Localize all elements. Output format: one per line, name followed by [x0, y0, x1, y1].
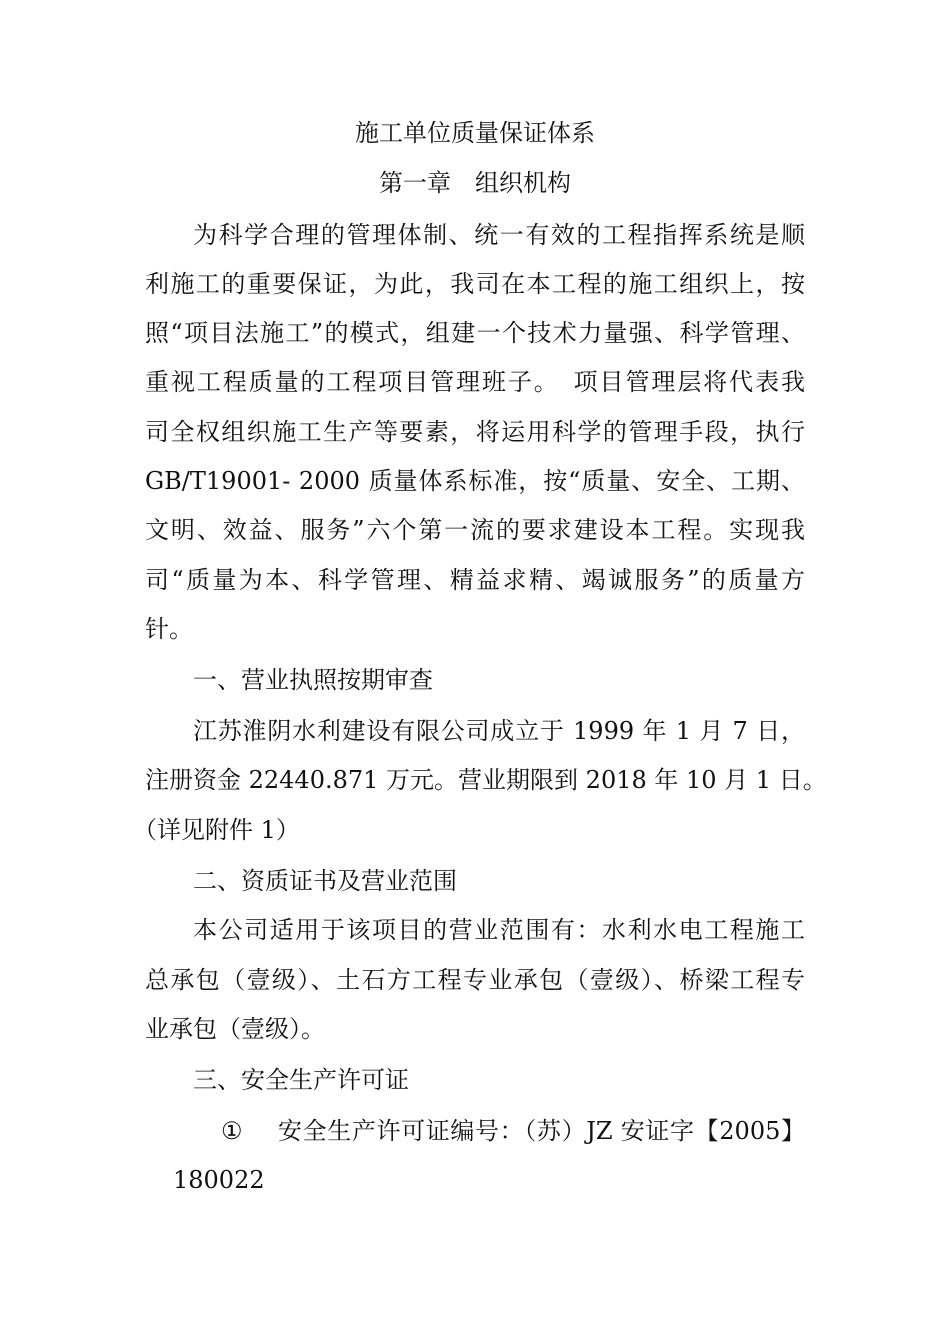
- section2-line: 总承包（壹级）、土石方工程专业承包（壹级）、桥梁工程专: [145, 966, 805, 994]
- section-heading: 二、资质证书及营业范围: [193, 867, 457, 895]
- list-item-continuation: 180022: [173, 1166, 265, 1194]
- intro-line: 重视工程质量的工程项目管理班子。 项目管理层将代表我: [145, 368, 805, 396]
- list-item-text: 安全生产许可证编号：（苏）JZ 安证字【2005】: [278, 1117, 805, 1145]
- section-heading: 三、安全生产许可证: [193, 1066, 409, 1094]
- section-heading: 一、营业执照按期审查: [193, 666, 433, 694]
- section2-line: 本公司适用于该项目的营业范围有：水利水电工程施工: [193, 916, 805, 944]
- section1-line: 注册资金 22440.871 万元。营业期限到 2018 年 10 月 1 日。: [145, 766, 827, 794]
- section1-line: 江苏淮阴水利建设有限公司成立于 1999 年 1 月 7 日，: [193, 717, 805, 745]
- section1-line: （详见附件 1）: [133, 816, 300, 844]
- intro-line: 利施工的重要保证，为此，我司在本工程的施工组织上，按: [145, 270, 805, 298]
- chapter-heading: 第一章 组织机构: [379, 169, 571, 197]
- document-title: 施工单位质量保证体系: [355, 119, 595, 147]
- section2-line: 业承包（壹级）。: [145, 1015, 325, 1043]
- intro-line: 为科学合理的管理体制、统一有效的工程指挥系统是顺: [193, 221, 805, 249]
- intro-line: GB/T19001- 2000 质量体系标准，按“质量、安全、工期、: [145, 467, 805, 495]
- intro-line: 司“质量为本、科学管理、精益求精、竭诚服务”的质量方: [145, 566, 805, 594]
- list-item-marker: ①: [221, 1117, 243, 1145]
- intro-line: 照“项目法施工”的模式，组建一个技术力量强、科学管理、: [145, 319, 805, 347]
- intro-line: 文明、效益、服务”六个第一流的要求建设本工程。实现我: [145, 516, 805, 544]
- intro-line: 司全权组织施工生产等要素，将运用科学的管理手段，执行: [145, 418, 805, 446]
- intro-line: 针。: [145, 615, 193, 643]
